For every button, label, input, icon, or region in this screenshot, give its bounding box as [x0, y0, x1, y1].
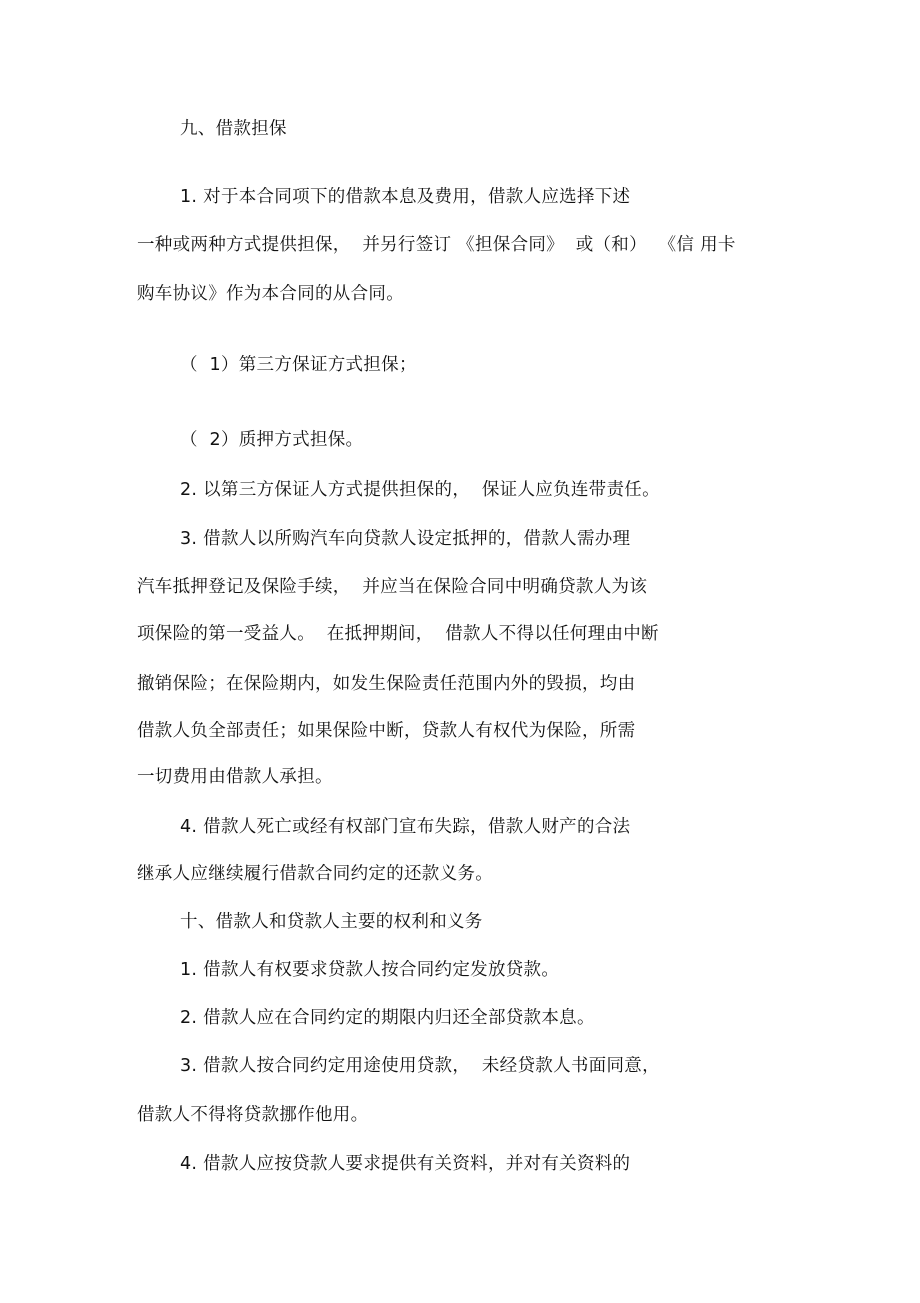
paragraph-line: 汽车抵押登记及保险手续， 并应当在保险合同中明确贷款人为该 — [137, 577, 648, 597]
paragraph-line: 3. 借款人以所购汽车向贷款人设定抵押的，借款人需办理 — [180, 529, 631, 549]
paragraph-line: 1. 借款人有权要求贷款人按合同约定发放贷款。 — [180, 960, 560, 980]
paragraph-line: 4. 借款人应按贷款人要求提供有关资料，并对有关资料的 — [180, 1154, 631, 1174]
list-item: （ 2）质押方式担保。 — [180, 430, 364, 450]
paragraph-line: 一切费用由借款人承担。 — [137, 767, 333, 787]
paragraph-line: 一种或两种方式提供担保， 并另行签订 《担保合同》 或（和） 《信 用卡 — [137, 235, 736, 255]
paragraph-line: 3. 借款人按合同约定用途使用贷款， 未经贷款人书面同意， — [180, 1056, 660, 1076]
paragraph-line: 2. 借款人应在合同约定的期限内归还全部贷款本息。 — [180, 1008, 595, 1028]
paragraph-line: 借款人不得将贷款挪作他用。 — [137, 1105, 369, 1125]
paragraph-line: 撤销保险；在保险期内，如发生保险责任范围内外的毁损，均由 — [137, 674, 636, 694]
paragraph-line: 继承人应继续履行借款合同约定的还款义务。 — [137, 864, 493, 884]
section-heading-10: 十、借款人和贷款人主要的权利和义务 — [180, 912, 483, 932]
paragraph-line: 项保险的第一受益人。 在抵押期间， 借款人不得以任何理由中断 — [137, 624, 659, 644]
paragraph-line: 1. 对于本合同项下的借款本息及费用，借款人应选择下述 — [180, 187, 631, 207]
paragraph-line: 2. 以第三方保证人方式提供担保的， 保证人应负连带责任。 — [180, 480, 660, 500]
paragraph-line: 4. 借款人死亡或经有权部门宣布失踪，借款人财产的合法 — [180, 817, 631, 837]
section-heading-9: 九、借款担保 — [180, 119, 287, 139]
paragraph-line: 借款人负全部责任；如果保险中断，贷款人有权代为保险，所需 — [137, 721, 636, 741]
paragraph-line: 购车协议》作为本合同的从合同。 — [137, 284, 404, 304]
list-item: （ 1）第三方保证方式担保； — [180, 355, 417, 375]
